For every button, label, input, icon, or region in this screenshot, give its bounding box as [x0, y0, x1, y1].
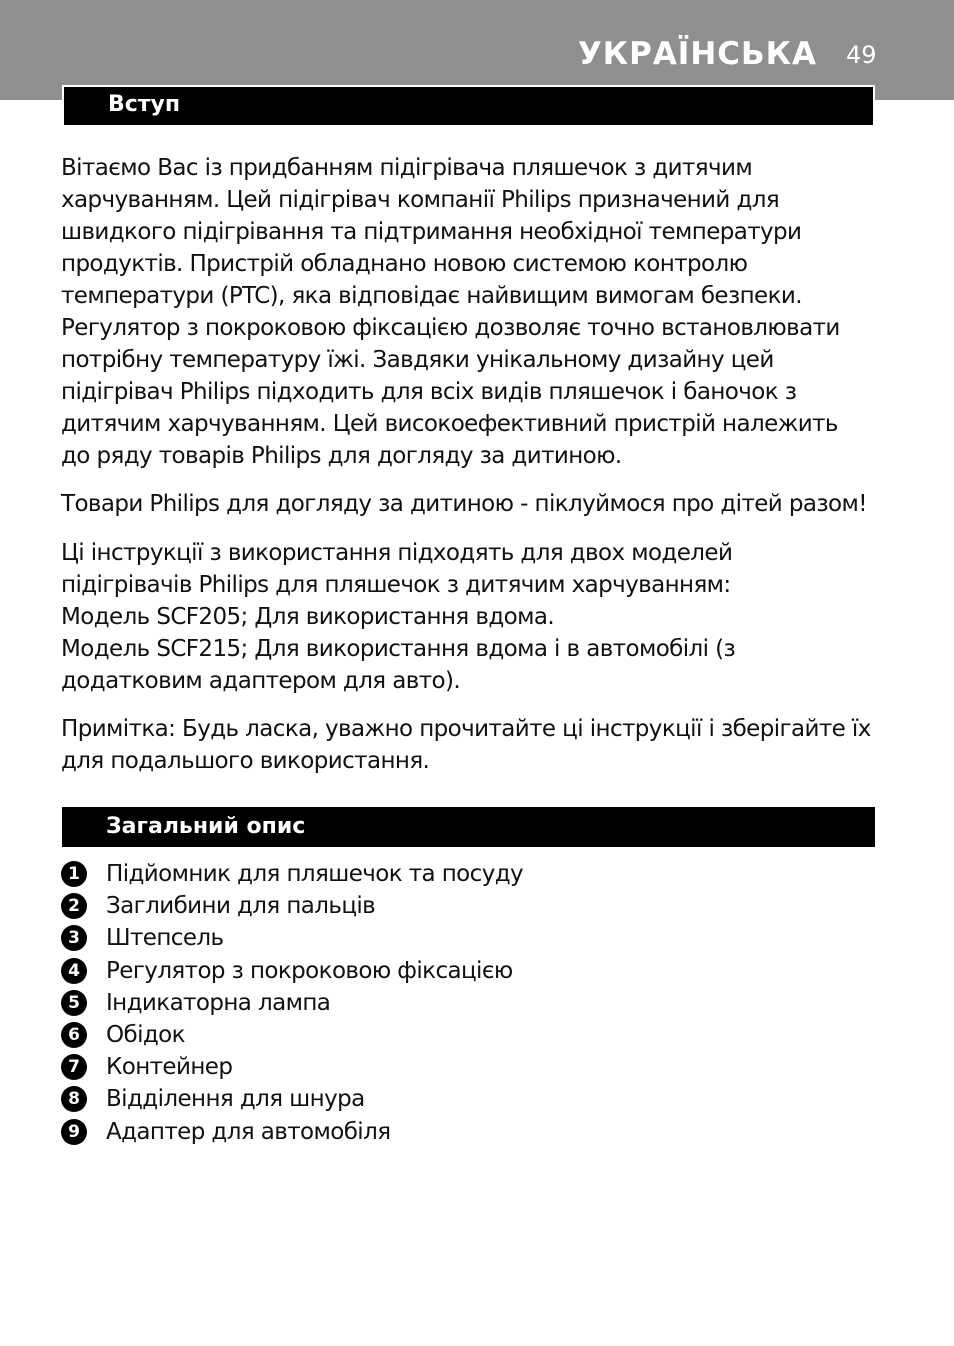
number-badge-icon: 2	[61, 893, 87, 919]
part-label: Індикаторна лампа	[106, 989, 331, 1016]
intro-note	[61, 713, 891, 777]
part-label: Адаптер для автомобіля	[106, 1118, 391, 1145]
number-badge-icon: 6	[61, 1022, 87, 1048]
number-badge-icon: 9	[61, 1119, 87, 1145]
list-item	[61, 1051, 861, 1083]
part-label: Обідок	[106, 1021, 185, 1048]
intro-paragraph-3	[61, 537, 891, 697]
parts-list	[61, 858, 861, 1148]
list-item	[61, 922, 861, 954]
part-label: Заглибини для пальців	[106, 893, 376, 920]
list-item	[61, 987, 861, 1019]
language-title: УКРАЇНСЬКА	[577, 36, 817, 72]
list-item	[61, 858, 861, 890]
intro-paragraph-2-text: Товари Philips для догляду за дитиною - піклуймося про дітей разом!	[61, 491, 867, 517]
number-badge-icon: 8	[61, 1086, 87, 1112]
part-label: Штепсель	[106, 925, 224, 952]
number-badge-icon: 3	[61, 925, 87, 951]
part-label: Регулятор з покроковою фіксацією	[106, 957, 513, 984]
number-badge-icon: 1	[61, 861, 87, 887]
list-item	[61, 1083, 861, 1115]
list-item	[61, 955, 861, 987]
list-item	[61, 890, 861, 922]
number-badge-icon: 4	[61, 958, 87, 984]
intro-paragraph-1	[61, 152, 891, 472]
intro-paragraph-3-text: Ці інструкції з використання підходять для двох моделей підігрівачів Philips для пляшечок з дитячим харчуванням: Модель SCF205; Для використання вдома. Модель SCF215; Для використання вдома і в автомобілі (з додатковим адаптером для авто).	[61, 540, 736, 694]
list-item	[61, 1116, 861, 1148]
part-label: Підйомник для пляшечок та посуду	[106, 861, 524, 887]
intro-paragraph-1-text: Вітаємо Вас із придбанням підігрівача пляшечок з дитячим харчуванням. Цей підігрівач компанії Philips призначений для швидкого підігрівання та підтримання необхідної температури продуктів. Пристрій обладнано новою системою контролю температури (PTC), яка відповідає найвищим вимогам безпеки. Регулятор з покроковою фіксацією дозволяє точно встановлювати потрібну температуру їжі. Завдяки унікальному дизайну цей підігрівач Philips підходить для всіх видів пляшечок і баночок з дитячим харчуванням. Цей високоефективний пристрій належить до ряду товарів Philips для догляду за дитиною.	[61, 155, 840, 469]
intro-paragraph-2	[61, 488, 891, 520]
intro-note-text: Примітка: Будь ласка, уважно прочитайте ці інструкції і зберігайте їх для подальшого використання.	[61, 716, 871, 774]
list-item	[61, 1019, 861, 1051]
part-label: Контейнер	[106, 1054, 233, 1081]
page-number: 49	[846, 41, 877, 69]
number-badge-icon: 5	[61, 990, 87, 1016]
section-heading-description: Загальний опис	[62, 807, 875, 847]
number-badge-icon: 7	[61, 1054, 87, 1080]
section-heading-intro: Вступ	[62, 85, 875, 127]
part-label: Відділення для шнура	[106, 1086, 365, 1113]
